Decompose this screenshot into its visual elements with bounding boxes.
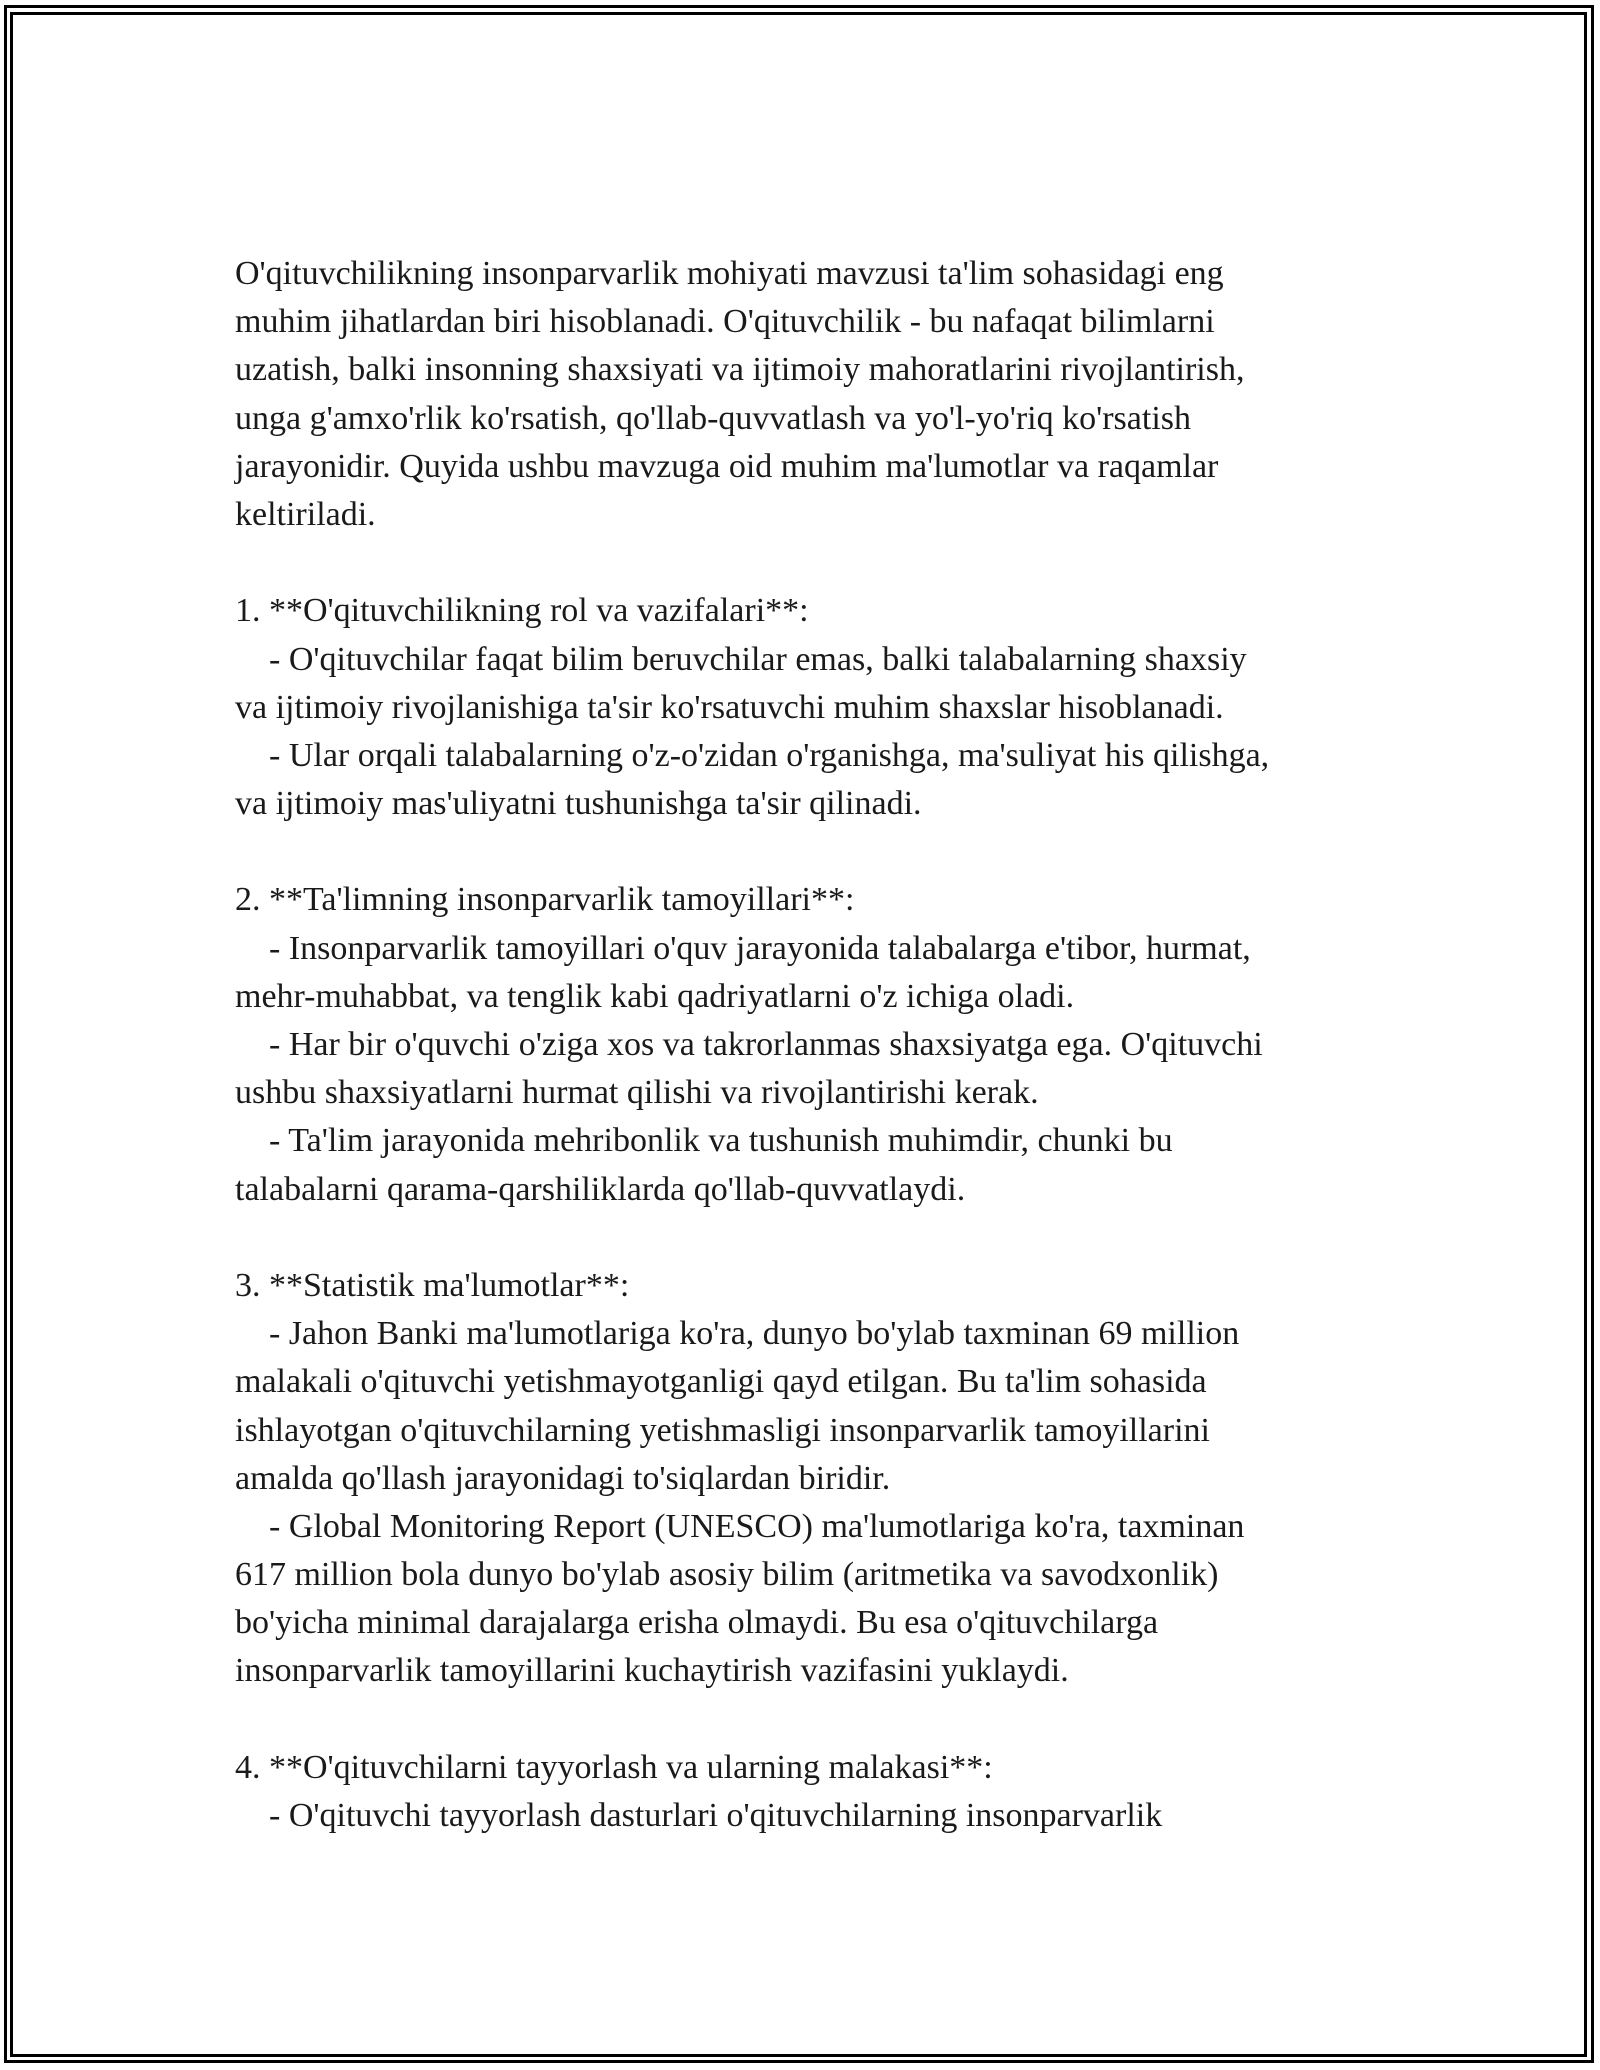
list-item-line: mehr-muhabbat, va tenglik kabi qadriyatlarni o'z ichiga oladi.: [235, 977, 1075, 1015]
list-item-line: - O'qituvchi tayyorlash dasturlari o'qituvchilarning insonparvarlik: [235, 1797, 1163, 1834]
intro-paragraph: [235, 250, 1385, 539]
section-heading: 3. **Statistik ma'lumotlar**:: [235, 1266, 630, 1304]
text-line: O'qituvchilikning insonparvarlik mohiyati mavzusi ta'lim sohasidagi eng: [235, 255, 1224, 292]
text-line: keltiriladi.: [235, 495, 376, 533]
list-item-line: ushbu shaxsiyatlarni hurmat qilishi va rivojlantirishi kerak.: [235, 1074, 1039, 1112]
list-item-line: talabalarni qarama-qarshiliklarda qo'llab-quvvatlaydi.: [235, 1170, 966, 1208]
paragraph-spacer: [235, 1696, 1385, 1744]
paragraph-spacer: [235, 1214, 1385, 1262]
section-heading: 4. **O'qituvchilarni tayyorlash va ularning malakasi**:: [235, 1748, 993, 1786]
section-4-training: [235, 1744, 1385, 1840]
list-item-line: - O'qituvchilar faqat bilim beruvchilar emas, balki talabalarning shaxsiy: [235, 640, 1247, 678]
list-item-line: - Global Monitoring Report (UNESCO) ma'lumotlariga ko'ra, taxminan: [235, 1507, 1245, 1545]
text-line: uzatish, balki insonning shaxsiyati va ijtimoiy mahoratlarini rivojlantirish,: [235, 351, 1245, 389]
list-item-line: insonparvarlik tamoyillarini kuchaytirish vazifasini yuklaydi.: [235, 1652, 1069, 1690]
list-item-line: - Ular orqali talabalarning o'z-o'zidan o'rganishga, ma'suliyat his qilishga,: [235, 736, 1270, 774]
list-item-line: - Insonparvarlik tamoyillari o'quv jarayonida talabalarga e'tibor, hurmat,: [235, 929, 1251, 967]
list-item-line: - Har bir o'quvchi o'ziga xos va takrorlanmas shaxsiyatga ega. O'qituvchi: [235, 1026, 1263, 1063]
list-item-line: amalda qo'llash jarayonidagi to'siqlardan biridir.: [235, 1459, 891, 1497]
document-body: [235, 250, 1385, 1840]
section-1-roles: [235, 587, 1385, 828]
text-line: unga g'amxo'rlik ko'rsatish, qo'llab-quvvatlash va yo'l-yo'riq ko'rsatish: [235, 399, 1192, 437]
list-item-line: 617 million bola dunyo bo'ylab asosiy bilim (aritmetika va savodxonlik): [235, 1556, 1219, 1594]
list-item-line: malakali o'qituvchi yetishmayotganligi qayd etilgan. Bu ta'lim sohasida: [235, 1363, 1207, 1401]
section-2-principles: [235, 876, 1385, 1213]
section-3-statistics: [235, 1262, 1385, 1696]
paragraph-spacer: [235, 828, 1385, 876]
text-line: muhim jihatlardan biri hisoblanadi. O'qituvchilik - bu nafaqat bilimlarni: [235, 303, 1215, 341]
list-item-line: bo'yicha minimal darajalarga erisha olmaydi. Bu esa o'qituvchilarga: [235, 1604, 1159, 1642]
list-item-line: - Ta'lim jarayonida mehribonlik va tushunish muhimdir, chunki bu: [235, 1122, 1173, 1160]
section-heading: 2. **Ta'limning insonparvarlik tamoyillari**:: [235, 881, 855, 919]
text-line: jarayonidir. Quyida ushbu mavzuga oid muhim ma'lumotlar va raqamlar: [235, 447, 1219, 485]
list-item-line: va ijtimoiy rivojlanishiga ta'sir ko'rsatuvchi muhim shaxslar hisoblanadi.: [235, 688, 1224, 726]
paragraph-spacer: [235, 539, 1385, 587]
section-heading: 1. **O'qituvchilikning rol va vazifalari**:: [235, 592, 809, 630]
list-item-line: - Jahon Banki ma'lumotlariga ko'ra, dunyo bo'ylab taxminan 69 million: [235, 1315, 1240, 1353]
list-item-line: va ijtimoiy mas'uliyatni tushunishga ta'sir qilinadi.: [235, 785, 922, 823]
list-item-line: ishlayotgan o'qituvchilarning yetishmasligi insonparvarlik tamoyillarini: [235, 1411, 1210, 1449]
